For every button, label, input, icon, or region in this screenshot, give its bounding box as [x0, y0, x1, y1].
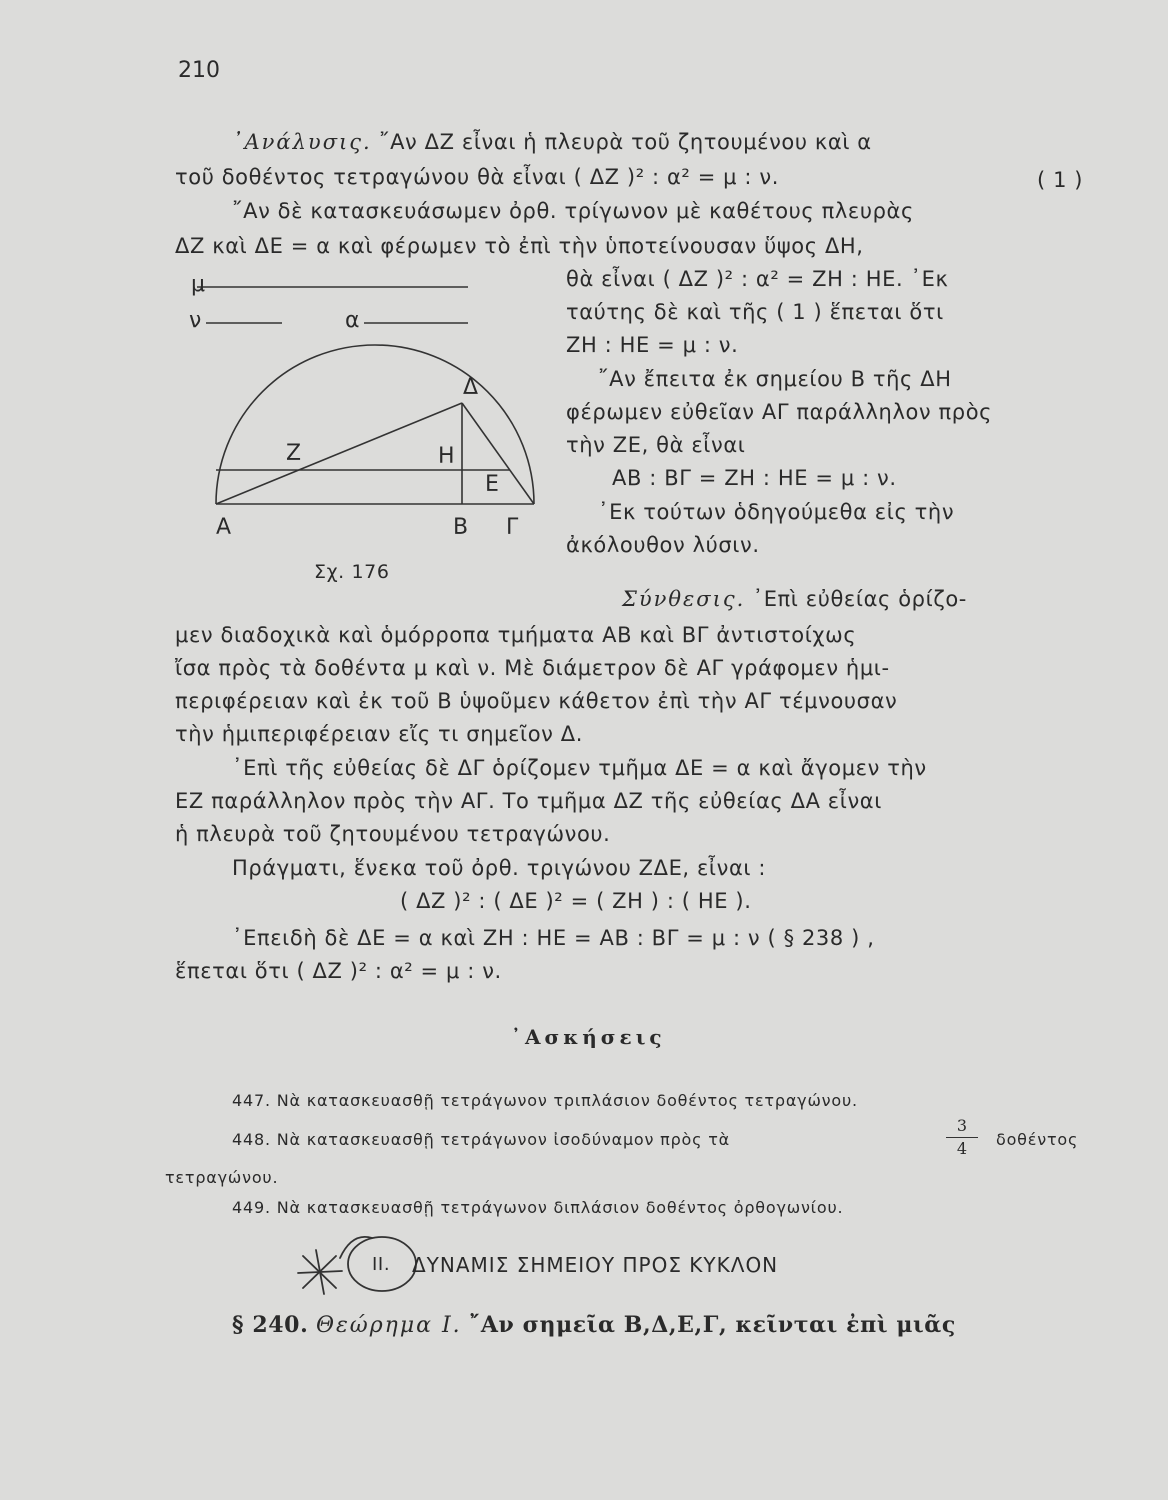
synthesis-label: Σύνθεσις.: [622, 587, 746, 611]
point-E: Ε: [485, 472, 499, 497]
fraction-numerator: 3: [956, 1116, 968, 1135]
analysis-line-6: ταύτης δὲ καὶ τῆς ( 1 ) ἕπεται ὅτι: [566, 300, 944, 324]
analysis-line-7: ΖΗ : ΗΕ = μ : ν.: [566, 333, 739, 357]
point-A: Α: [216, 515, 232, 540]
analysis-line-9: φέρωμεν εὐθεῖαν ΑΓ παράλληλον πρὸς: [566, 400, 993, 424]
exercise-448-cont: τετραγώνου.: [165, 1168, 279, 1187]
analysis-label: ᾿Ανάλυσις.: [232, 130, 372, 154]
exercise-448: 448. Νὰ κατασκευασθῇ τετράγωνον ἰσοδύναμον πρὸς τὰ: [232, 1130, 730, 1149]
analysis-line-11: ΑΒ : ΒΓ = ΖΗ : ΗΕ = μ : ν.: [612, 466, 897, 490]
analysis-line-2: τοῦ δοθέντος τετραγώνου θὰ εἶναι ( ΔΖ )² : α² = μ : ν.: [175, 165, 779, 189]
analysis-line-4: ΔΖ καὶ ΔΕ = α καὶ φέρωμεν τὸ ἐπὶ τὴν ὑποτείνουσαν ὕψος ΔΗ,: [175, 234, 864, 258]
section-title: ΔΥΝΑΜΙΣ ΣΗΜΕΙΟΥ ΠΡΟΣ ΚΥΚΛΟΝ: [412, 1253, 779, 1277]
analysis-line-3: ῎Αν δὲ κατασκευάσωμεν ὀρθ. τρίγωνον μὲ καθέτους πλευρὰς: [232, 199, 914, 223]
synthesis-line-9: Πράγματι, ἕνεκα τοῦ ὀρθ. τριγώνου ΖΔΕ, εἶναι :: [232, 856, 767, 880]
exercise-447: 447. Νὰ κατασκευασθῇ τετράγωνον τριπλάσιον δοθέντος τετραγώνου.: [232, 1091, 858, 1110]
theorem-number: § 240.: [232, 1312, 309, 1338]
point-D: Δ: [463, 375, 479, 400]
synthesis-line-4: περιφέρειαν καὶ ἐκ τοῦ Β ὑψοῦμεν κάθετον ἐπὶ τὴν ΑΓ τέμνουσαν: [175, 689, 898, 713]
synthesis-line-12: ἕπεται ὅτι ( ΔΖ )² : α² = μ : ν.: [175, 959, 502, 983]
point-G: Γ: [506, 515, 519, 540]
synthesis-line-6: ᾿Επὶ τῆς εὐθείας δὲ ΔΓ ὁρίζομεν τμῆμα ΔΕ = α καὶ ἄγομεν τὴν: [232, 756, 927, 780]
analysis-line-1-text: ῎Αν ΔΖ εἶναι ἡ πλευρὰ τοῦ ζητουμένου καὶ α: [378, 130, 872, 154]
synthesis-line-8: ἡ πλευρὰ τοῦ ζητουμένου τετραγώνου.: [175, 822, 611, 846]
point-B: Β: [453, 515, 469, 540]
analysis-line-13: ἀκόλουθον λύσιν.: [566, 533, 760, 557]
analysis-line-12: ᾿Εκ τούτων ὁδηγούμεθα εἰς τὴν: [598, 500, 955, 524]
exercise-449: 449. Νὰ κατασκευασθῇ τετράγωνον διπλάσιον δοθέντος ὀρθογωνίου.: [232, 1198, 844, 1217]
star-stroke-4: [298, 1271, 342, 1273]
theorem-text: ῎Αν σημεῖα Β,Δ,Ε,Γ, κεῖνται ἐπὶ μιᾶς: [469, 1312, 956, 1338]
equation-number: ( 1 ): [1037, 168, 1084, 192]
label-alpha: α: [345, 308, 360, 333]
label-nu: ν: [189, 308, 202, 333]
fraction-denominator: 4: [956, 1139, 968, 1158]
section-numeral: ΙΙ.: [372, 1254, 391, 1275]
synthesis-line-3: ἴσα πρὸς τὰ δοθέντα μ καὶ ν. Μὲ διάμετρον δὲ ΑΓ γράφομεν ἡμι-: [175, 656, 890, 680]
synthesis-line-2: μεν διαδοχικὰ καὶ ὁμόρροπα τμήματα ΑΒ καὶ ΒΓ ἀντιστοίχως: [175, 623, 857, 647]
analysis-line-10: τὴν ΖΕ, θὰ εἶναι: [566, 433, 746, 457]
synthesis-line-1-text: ᾿Επὶ εὐθείας ὁρίζο-: [752, 587, 967, 611]
synthesis-line-10: ( ΔΖ )² : ( ΔΕ )² = ( ΖΗ ) : ( ΗΕ ).: [400, 889, 752, 913]
exercise-448-after: δοθέντος: [996, 1130, 1079, 1149]
label-mu: μ: [191, 272, 205, 297]
analysis-line-5: θὰ εἶναι ( ΔΖ )² : α² = ΖΗ : ΗΕ. ᾿Εκ: [566, 267, 949, 291]
figure-caption: Σχ. 176: [314, 561, 390, 583]
synthesis-line-11: ᾿Επειδὴ δὲ ΔΕ = α καὶ ΖΗ : ΗΕ = ΑΒ : ΒΓ = μ : ν ( § 238 ) ,: [232, 926, 875, 950]
page-number: 210: [178, 58, 220, 83]
synthesis-line-7: ΕΖ παράλληλον πρὸς τὴν ΑΓ. Το τμῆμα ΔΖ τῆς εὐθείας ΔΑ εἶναι: [175, 789, 882, 813]
theorem-label: Θεώρημα Ι.: [315, 1313, 462, 1338]
point-Z: Ζ: [286, 441, 302, 466]
point-H: Η: [438, 444, 455, 469]
analysis-line-8: ῎Αν ἔπειτα ἐκ σημείου Β τῆς ΔΗ: [598, 367, 952, 391]
synthesis-line-5: τὴν ἡμιπεριφέρειαν εἴς τι σημεῖον Δ.: [175, 722, 584, 746]
theorem-line: [232, 1310, 956, 1341]
exercises-heading: ᾿Ασκήσεις: [511, 1025, 666, 1049]
